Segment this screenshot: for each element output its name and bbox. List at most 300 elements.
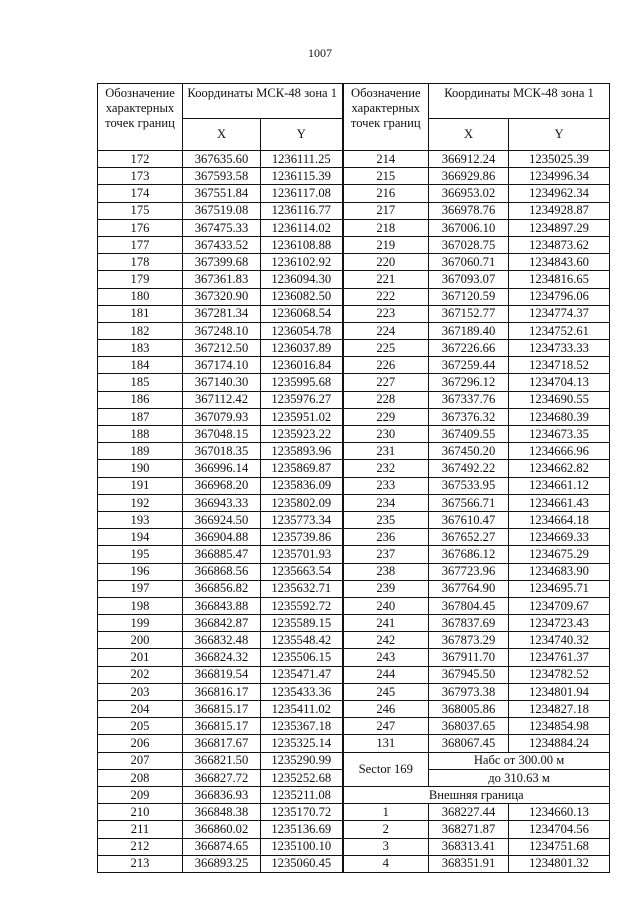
point-id-cell: 207 — [98, 752, 183, 769]
x-coordinate-cell: 367450.20 — [429, 443, 509, 460]
y-coordinate-cell: 1234843.60 — [509, 254, 610, 271]
y-coordinate-cell: 1235471.47 — [261, 666, 343, 683]
point-id-cell: 228 — [343, 391, 429, 408]
header-coords-right: Координаты МСК-48 зона 1 — [429, 84, 610, 119]
header-y-right: Y — [509, 118, 610, 151]
y-coordinate-cell: 1235411.02 — [261, 701, 343, 718]
table-row — [98, 443, 610, 460]
point-id-cell: 191 — [98, 477, 183, 494]
point-id-cell: 241 — [343, 615, 429, 632]
point-id-cell: 242 — [343, 632, 429, 649]
x-coordinate-cell: 367152.77 — [429, 305, 509, 322]
x-coordinate-cell: 367028.75 — [429, 236, 509, 253]
table-row — [98, 683, 610, 700]
y-coordinate-cell: 1235211.08 — [261, 786, 343, 803]
point-id-cell: 222 — [343, 288, 429, 305]
y-coordinate-cell: 1234660.13 — [509, 804, 610, 821]
point-id-cell: 214 — [343, 151, 429, 168]
x-coordinate-cell: 367566.71 — [429, 494, 509, 511]
y-coordinate-cell: 1235548.42 — [261, 632, 343, 649]
table-header — [98, 84, 610, 151]
y-coordinate-cell: 1235100.10 — [261, 838, 343, 855]
table-row — [98, 236, 610, 253]
y-coordinate-cell: 1234709.67 — [509, 597, 610, 614]
x-coordinate-cell: 367686.12 — [429, 546, 509, 563]
x-coordinate-cell: 366836.93 — [183, 786, 261, 803]
table-row — [98, 374, 610, 391]
point-id-cell: 232 — [343, 460, 429, 477]
y-coordinate-cell: 1236115.39 — [261, 168, 343, 185]
x-coordinate-cell: 366968.20 — [183, 477, 261, 494]
y-coordinate-cell: 1234801.94 — [509, 683, 610, 700]
point-id-cell: 201 — [98, 649, 183, 666]
y-coordinate-cell: 1234796.06 — [509, 288, 610, 305]
table-row — [98, 202, 610, 219]
y-coordinate-cell: 1236102.92 — [261, 254, 343, 271]
point-id-cell: 187 — [98, 408, 183, 425]
x-coordinate-cell: 367764.90 — [429, 580, 509, 597]
y-coordinate-cell: 1234683.90 — [509, 563, 610, 580]
x-coordinate-cell: 367174.10 — [183, 357, 261, 374]
point-id-cell: 246 — [343, 701, 429, 718]
point-id-cell: 172 — [98, 151, 183, 168]
y-coordinate-cell: 1234873.62 — [509, 236, 610, 253]
point-id-cell: 178 — [98, 254, 183, 271]
table-row — [98, 511, 610, 528]
y-coordinate-cell: 1234661.43 — [509, 494, 610, 511]
y-coordinate-cell: 1235325.14 — [261, 735, 343, 752]
y-coordinate-cell: 1234928.87 — [509, 202, 610, 219]
point-id-cell: 226 — [343, 357, 429, 374]
header-coords-left: Координаты МСК-48 зона 1 — [183, 84, 343, 119]
x-coordinate-cell: 367551.84 — [183, 185, 261, 202]
table-row — [98, 408, 610, 425]
x-coordinate-cell: 367079.93 — [183, 408, 261, 425]
point-id-cell: 230 — [343, 426, 429, 443]
x-coordinate-cell: 367475.33 — [183, 219, 261, 236]
table-row — [98, 254, 610, 271]
x-coordinate-cell: 367804.45 — [429, 597, 509, 614]
y-coordinate-cell: 1234662.82 — [509, 460, 610, 477]
point-id-cell: 188 — [98, 426, 183, 443]
point-id-cell: 224 — [343, 322, 429, 339]
point-id-cell: 223 — [343, 305, 429, 322]
x-coordinate-cell: 367610.47 — [429, 511, 509, 528]
x-coordinate-cell: 367060.71 — [429, 254, 509, 271]
y-coordinate-cell: 1234884.24 — [509, 735, 610, 752]
table-row — [98, 305, 610, 322]
x-coordinate-cell: 366815.17 — [183, 718, 261, 735]
point-id-cell: 205 — [98, 718, 183, 735]
y-coordinate-cell: 1235170.72 — [261, 804, 343, 821]
point-id-cell: 194 — [98, 529, 183, 546]
y-coordinate-cell: 1234782.52 — [509, 666, 610, 683]
x-coordinate-cell: 366996.14 — [183, 460, 261, 477]
x-coordinate-cell: 368037.65 — [429, 718, 509, 735]
x-coordinate-cell: 367533.95 — [429, 477, 509, 494]
table-row — [98, 735, 610, 752]
x-coordinate-cell: 366924.50 — [183, 511, 261, 528]
point-id-cell: 208 — [98, 769, 183, 786]
y-coordinate-cell: 1235976.27 — [261, 391, 343, 408]
x-coordinate-cell: 367120.59 — [429, 288, 509, 305]
y-coordinate-cell: 1236016.84 — [261, 357, 343, 374]
y-coordinate-cell: 1235995.68 — [261, 374, 343, 391]
table-row — [98, 426, 610, 443]
y-coordinate-cell: 1236114.02 — [261, 219, 343, 236]
point-id-cell: 177 — [98, 236, 183, 253]
x-coordinate-cell: 367296.12 — [429, 374, 509, 391]
y-coordinate-cell: 1234704.56 — [509, 821, 610, 838]
x-coordinate-cell: 367212.50 — [183, 340, 261, 357]
y-coordinate-cell: 1235060.45 — [261, 855, 343, 872]
x-coordinate-cell: 367112.42 — [183, 391, 261, 408]
y-coordinate-cell: 1234675.29 — [509, 546, 610, 563]
header-x-right: X — [429, 118, 509, 151]
x-coordinate-cell: 366817.67 — [183, 735, 261, 752]
x-coordinate-cell: 366824.32 — [183, 649, 261, 666]
point-id-cell: 247 — [343, 718, 429, 735]
y-coordinate-cell: 1235592.72 — [261, 597, 343, 614]
x-coordinate-cell: 366821.50 — [183, 752, 261, 769]
y-coordinate-cell: 1235951.02 — [261, 408, 343, 425]
y-coordinate-cell: 1235773.34 — [261, 511, 343, 528]
y-coordinate-cell: 1234827.18 — [509, 701, 610, 718]
table-row — [98, 185, 610, 202]
header-y-left: Y — [261, 118, 343, 151]
table-row — [98, 666, 610, 683]
point-id-cell: 185 — [98, 374, 183, 391]
x-coordinate-cell: 367399.68 — [183, 254, 261, 271]
point-id-cell: 233 — [343, 477, 429, 494]
table-row — [98, 219, 610, 236]
x-coordinate-cell: 368351.91 — [429, 855, 509, 872]
y-coordinate-cell: 1235025.39 — [509, 151, 610, 168]
x-coordinate-cell: 366912.24 — [429, 151, 509, 168]
table-row — [98, 529, 610, 546]
point-id-cell: 219 — [343, 236, 429, 253]
header-designation-left: Обозначение характерных точек границ — [98, 84, 183, 151]
point-id-cell: 239 — [343, 580, 429, 597]
x-coordinate-cell: 368067.45 — [429, 735, 509, 752]
table-row — [98, 151, 610, 168]
point-id-cell: 202 — [98, 666, 183, 683]
x-coordinate-cell: 366815.17 — [183, 701, 261, 718]
table-row — [98, 821, 610, 838]
y-coordinate-cell: 1235632.71 — [261, 580, 343, 597]
point-id-cell: 197 — [98, 580, 183, 597]
point-id-cell: 244 — [343, 666, 429, 683]
y-coordinate-cell: 1235290.99 — [261, 752, 343, 769]
table-row — [98, 597, 610, 614]
point-id-cell: 234 — [343, 494, 429, 511]
y-coordinate-cell: 1236094.30 — [261, 271, 343, 288]
point-id-cell: 209 — [98, 786, 183, 803]
y-coordinate-cell: 1235367.18 — [261, 718, 343, 735]
point-id-cell: 215 — [343, 168, 429, 185]
point-id-cell: 211 — [98, 821, 183, 838]
x-coordinate-cell: 367140.30 — [183, 374, 261, 391]
x-coordinate-cell: 366953.02 — [429, 185, 509, 202]
point-id-cell: 217 — [343, 202, 429, 219]
point-id-cell: 218 — [343, 219, 429, 236]
table-row — [98, 804, 610, 821]
table-row — [98, 632, 610, 649]
point-id-cell: 192 — [98, 494, 183, 511]
y-coordinate-cell: 1234740.32 — [509, 632, 610, 649]
point-id-cell: 216 — [343, 185, 429, 202]
y-coordinate-cell: 1236037.89 — [261, 340, 343, 357]
point-id-cell: 4 — [343, 855, 429, 872]
point-id-cell: 179 — [98, 271, 183, 288]
point-id-cell: 189 — [98, 443, 183, 460]
header-designation-right: Обозначение характерных точек границ — [343, 84, 429, 151]
x-coordinate-cell: 368313.41 — [429, 838, 509, 855]
y-coordinate-cell: 1234733.33 — [509, 340, 610, 357]
y-coordinate-cell: 1234751.68 — [509, 838, 610, 855]
point-id-cell: 212 — [98, 838, 183, 855]
x-coordinate-cell: 366842.87 — [183, 615, 261, 632]
y-coordinate-cell: 1236108.88 — [261, 236, 343, 253]
x-coordinate-cell: 367873.29 — [429, 632, 509, 649]
x-coordinate-cell: 367248.10 — [183, 322, 261, 339]
point-id-cell: 221 — [343, 271, 429, 288]
table-row — [98, 546, 610, 563]
point-id-cell: 195 — [98, 546, 183, 563]
point-id-cell: 181 — [98, 305, 183, 322]
x-coordinate-cell: 367945.50 — [429, 666, 509, 683]
x-coordinate-cell: 366856.82 — [183, 580, 261, 597]
point-id-cell: 131 — [343, 735, 429, 752]
x-coordinate-cell: 367337.76 — [429, 391, 509, 408]
x-coordinate-cell: 367281.34 — [183, 305, 261, 322]
table-row — [98, 322, 610, 339]
point-id-cell: 190 — [98, 460, 183, 477]
x-coordinate-cell: 366843.88 — [183, 597, 261, 614]
point-id-cell: 204 — [98, 701, 183, 718]
header-x-left: X — [183, 118, 261, 151]
y-coordinate-cell: 1235802.09 — [261, 494, 343, 511]
x-coordinate-cell: 366929.86 — [429, 168, 509, 185]
point-id-cell: 180 — [98, 288, 183, 305]
point-id-cell: 213 — [98, 855, 183, 872]
y-coordinate-cell: 1236116.77 — [261, 202, 343, 219]
point-id-cell: 231 — [343, 443, 429, 460]
y-coordinate-cell: 1234854.98 — [509, 718, 610, 735]
table-row — [98, 580, 610, 597]
x-coordinate-cell: 366943.33 — [183, 494, 261, 511]
point-id-cell: 235 — [343, 511, 429, 528]
point-id-cell: 198 — [98, 597, 183, 614]
x-coordinate-cell: 367723.96 — [429, 563, 509, 580]
table-row — [98, 615, 610, 632]
point-id-cell: 2 — [343, 821, 429, 838]
table-row — [98, 855, 610, 872]
point-id-cell: 176 — [98, 219, 183, 236]
point-id-cell: 184 — [98, 357, 183, 374]
outer-boundary-label-cell: Внешняя граница — [343, 786, 610, 803]
y-coordinate-cell: 1235836.09 — [261, 477, 343, 494]
point-id-cell: 3 — [343, 838, 429, 855]
y-coordinate-cell: 1235433.36 — [261, 683, 343, 700]
y-coordinate-cell: 1235739.86 — [261, 529, 343, 546]
x-coordinate-cell: 368271.87 — [429, 821, 509, 838]
table-row — [98, 357, 610, 374]
y-coordinate-cell: 1236082.50 — [261, 288, 343, 305]
point-id-cell: 237 — [343, 546, 429, 563]
point-id-cell: 173 — [98, 168, 183, 185]
x-coordinate-cell: 367093.07 — [429, 271, 509, 288]
y-coordinate-cell: 1234704.13 — [509, 374, 610, 391]
x-coordinate-cell: 366978.76 — [429, 202, 509, 219]
point-id-cell: 183 — [98, 340, 183, 357]
y-coordinate-cell: 1234664.18 — [509, 511, 610, 528]
point-id-cell: 243 — [343, 649, 429, 666]
x-coordinate-cell: 366832.48 — [183, 632, 261, 649]
y-coordinate-cell: 1234752.61 — [509, 322, 610, 339]
table-row — [98, 340, 610, 357]
y-coordinate-cell: 1236111.25 — [261, 151, 343, 168]
x-coordinate-cell: 366874.65 — [183, 838, 261, 855]
table-row — [98, 460, 610, 477]
point-id-cell: 200 — [98, 632, 183, 649]
y-coordinate-cell: 1234723.43 — [509, 615, 610, 632]
point-id-cell: 229 — [343, 408, 429, 425]
y-coordinate-cell: 1234774.37 — [509, 305, 610, 322]
point-id-cell: 210 — [98, 804, 183, 821]
table-row — [98, 786, 610, 803]
y-coordinate-cell: 1235893.96 — [261, 443, 343, 460]
y-coordinate-cell: 1235923.22 — [261, 426, 343, 443]
table-row — [98, 649, 610, 666]
sector-height-from-cell: Набс от 300.00 м — [429, 752, 610, 769]
y-coordinate-cell: 1235506.15 — [261, 649, 343, 666]
table-row — [98, 391, 610, 408]
point-id-cell: 193 — [98, 511, 183, 528]
table-row — [98, 752, 610, 769]
x-coordinate-cell: 367048.15 — [183, 426, 261, 443]
x-coordinate-cell: 367652.27 — [429, 529, 509, 546]
y-coordinate-cell: 1234718.52 — [509, 357, 610, 374]
x-coordinate-cell: 367433.52 — [183, 236, 261, 253]
y-coordinate-cell: 1235701.93 — [261, 546, 343, 563]
y-coordinate-cell: 1235252.68 — [261, 769, 343, 786]
point-id-cell: 196 — [98, 563, 183, 580]
x-coordinate-cell: 366885.47 — [183, 546, 261, 563]
sector-label-cell: Sector 169 — [343, 752, 429, 786]
x-coordinate-cell: 367018.35 — [183, 443, 261, 460]
x-coordinate-cell: 366868.56 — [183, 563, 261, 580]
table-row — [98, 563, 610, 580]
point-id-cell: 245 — [343, 683, 429, 700]
point-id-cell: 182 — [98, 322, 183, 339]
x-coordinate-cell: 367409.55 — [429, 426, 509, 443]
point-id-cell: 238 — [343, 563, 429, 580]
y-coordinate-cell: 1236068.54 — [261, 305, 343, 322]
x-coordinate-cell: 367006.10 — [429, 219, 509, 236]
x-coordinate-cell: 367519.08 — [183, 202, 261, 219]
point-id-cell: 225 — [343, 340, 429, 357]
x-coordinate-cell: 367837.69 — [429, 615, 509, 632]
y-coordinate-cell: 1234661.12 — [509, 477, 610, 494]
table-row — [98, 701, 610, 718]
point-id-cell: 175 — [98, 202, 183, 219]
x-coordinate-cell: 368227.44 — [429, 804, 509, 821]
y-coordinate-cell: 1235136.69 — [261, 821, 343, 838]
point-id-cell: 186 — [98, 391, 183, 408]
coordinates-table — [97, 83, 610, 873]
x-coordinate-cell: 366860.02 — [183, 821, 261, 838]
y-coordinate-cell: 1234695.71 — [509, 580, 610, 597]
y-coordinate-cell: 1236054.78 — [261, 322, 343, 339]
point-id-cell: 220 — [343, 254, 429, 271]
point-id-cell: 174 — [98, 185, 183, 202]
table-row — [98, 494, 610, 511]
sector-height-to-cell: до 310.63 м — [429, 769, 610, 786]
x-coordinate-cell: 366904.88 — [183, 529, 261, 546]
page-number: 1007 — [308, 46, 332, 60]
y-coordinate-cell: 1234666.96 — [509, 443, 610, 460]
x-coordinate-cell: 366819.54 — [183, 666, 261, 683]
x-coordinate-cell: 367376.32 — [429, 408, 509, 425]
y-coordinate-cell: 1235589.15 — [261, 615, 343, 632]
table-row — [98, 168, 610, 185]
x-coordinate-cell: 367320.90 — [183, 288, 261, 305]
y-coordinate-cell: 1234680.39 — [509, 408, 610, 425]
point-id-cell: 227 — [343, 374, 429, 391]
table-row — [98, 271, 610, 288]
x-coordinate-cell: 367635.60 — [183, 151, 261, 168]
table-row — [98, 477, 610, 494]
y-coordinate-cell: 1234669.33 — [509, 529, 610, 546]
x-coordinate-cell: 367226.66 — [429, 340, 509, 357]
x-coordinate-cell: 367911.70 — [429, 649, 509, 666]
table-body — [98, 151, 610, 873]
table-row — [98, 288, 610, 305]
point-id-cell: 199 — [98, 615, 183, 632]
x-coordinate-cell: 367973.38 — [429, 683, 509, 700]
x-coordinate-cell: 368005.86 — [429, 701, 509, 718]
y-coordinate-cell: 1236117.08 — [261, 185, 343, 202]
x-coordinate-cell: 367492.22 — [429, 460, 509, 477]
y-coordinate-cell: 1234962.34 — [509, 185, 610, 202]
y-coordinate-cell: 1235663.54 — [261, 563, 343, 580]
table-row — [98, 718, 610, 735]
x-coordinate-cell: 366816.17 — [183, 683, 261, 700]
y-coordinate-cell: 1234897.29 — [509, 219, 610, 236]
point-id-cell: 206 — [98, 735, 183, 752]
x-coordinate-cell: 367189.40 — [429, 322, 509, 339]
point-id-cell: 240 — [343, 597, 429, 614]
y-coordinate-cell: 1234816.65 — [509, 271, 610, 288]
point-id-cell: 1 — [343, 804, 429, 821]
y-coordinate-cell: 1234673.35 — [509, 426, 610, 443]
point-id-cell: 203 — [98, 683, 183, 700]
x-coordinate-cell: 366893.25 — [183, 855, 261, 872]
x-coordinate-cell: 367361.83 — [183, 271, 261, 288]
x-coordinate-cell: 366827.72 — [183, 769, 261, 786]
x-coordinate-cell: 366848.38 — [183, 804, 261, 821]
y-coordinate-cell: 1234801.32 — [509, 855, 610, 872]
y-coordinate-cell: 1234996.34 — [509, 168, 610, 185]
x-coordinate-cell: 367259.44 — [429, 357, 509, 374]
table-row — [98, 838, 610, 855]
x-coordinate-cell: 367593.58 — [183, 168, 261, 185]
y-coordinate-cell: 1235869.87 — [261, 460, 343, 477]
point-id-cell: 236 — [343, 529, 429, 546]
y-coordinate-cell: 1234690.55 — [509, 391, 610, 408]
y-coordinate-cell: 1234761.37 — [509, 649, 610, 666]
